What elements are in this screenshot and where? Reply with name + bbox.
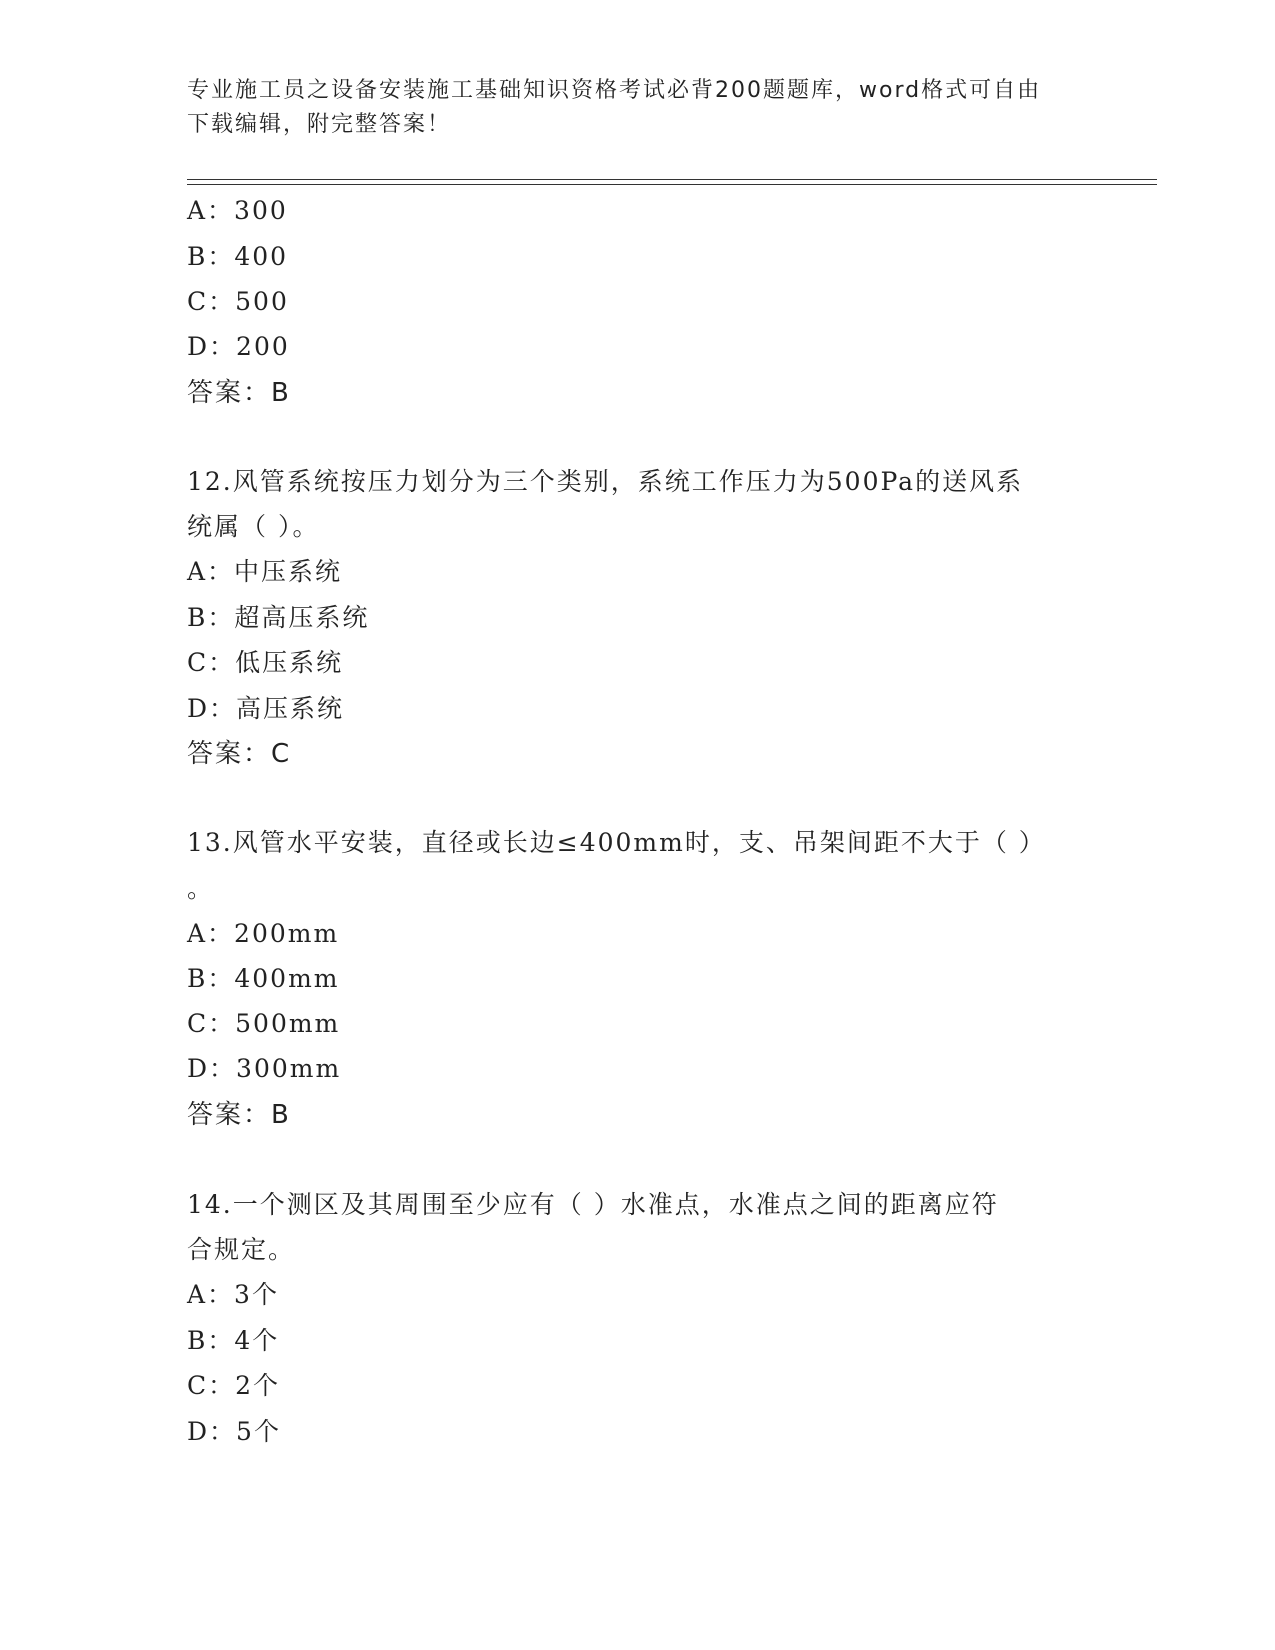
q11-option-c: C：500 bbox=[187, 287, 289, 316]
q13-option-a: A：200mm bbox=[187, 919, 340, 948]
q12-option-b: B：超高压系统 bbox=[187, 603, 370, 632]
q12-option-c: C：低压系统 bbox=[187, 648, 344, 677]
q13-stem-line-1: 13.风管水平安装，直径或长边≤400mm时，支、吊架间距不大于（ ） bbox=[187, 828, 1046, 857]
q11-answer: 答案：B bbox=[187, 378, 291, 408]
q14-option-d: D：5个 bbox=[187, 1417, 281, 1446]
q13-stem-line-2: 。 bbox=[187, 874, 215, 903]
document-header bbox=[187, 74, 1067, 142]
document-page bbox=[187, 0, 1157, 1650]
header-line-2: 下载编辑，附完整答案！ bbox=[187, 112, 452, 137]
header-divider-bottom bbox=[187, 184, 1157, 185]
q13-option-c: C：500mm bbox=[187, 1009, 341, 1038]
q11-option-d: D：200 bbox=[187, 332, 290, 361]
q11-option-b: B：400 bbox=[187, 242, 289, 271]
q14-option-c: C：2个 bbox=[187, 1371, 281, 1400]
q13-option-d: D：300mm bbox=[187, 1054, 342, 1083]
q14-stem-line-2: 合规定。 bbox=[187, 1235, 296, 1264]
q12-option-d: D：高压系统 bbox=[187, 694, 345, 723]
header-divider-top bbox=[187, 179, 1157, 180]
q11-option-a: A：300 bbox=[187, 196, 288, 225]
q12-stem-line-1: 12.风管系统按压力划分为三个类别，系统工作压力为500Pa的送风系 bbox=[187, 467, 1024, 496]
q14-option-a: A：3个 bbox=[187, 1280, 279, 1309]
q14-option-b: B：4个 bbox=[187, 1326, 280, 1355]
header-line-1: 专业施工员之设备安装施工基础知识资格考试必背200题题库，word格式可自由 bbox=[187, 78, 1042, 103]
q14-stem-line-1: 14.一个测区及其周围至少应有（ ）水准点，水准点之间的距离应符 bbox=[187, 1190, 999, 1219]
q13-option-b: B：400mm bbox=[187, 964, 340, 993]
q12-option-a: A：中压系统 bbox=[187, 557, 343, 586]
q13-answer: 答案：B bbox=[187, 1100, 291, 1130]
q12-answer: 答案：C bbox=[187, 739, 292, 769]
q12-stem-line-2: 统属（ ）。 bbox=[187, 512, 320, 541]
